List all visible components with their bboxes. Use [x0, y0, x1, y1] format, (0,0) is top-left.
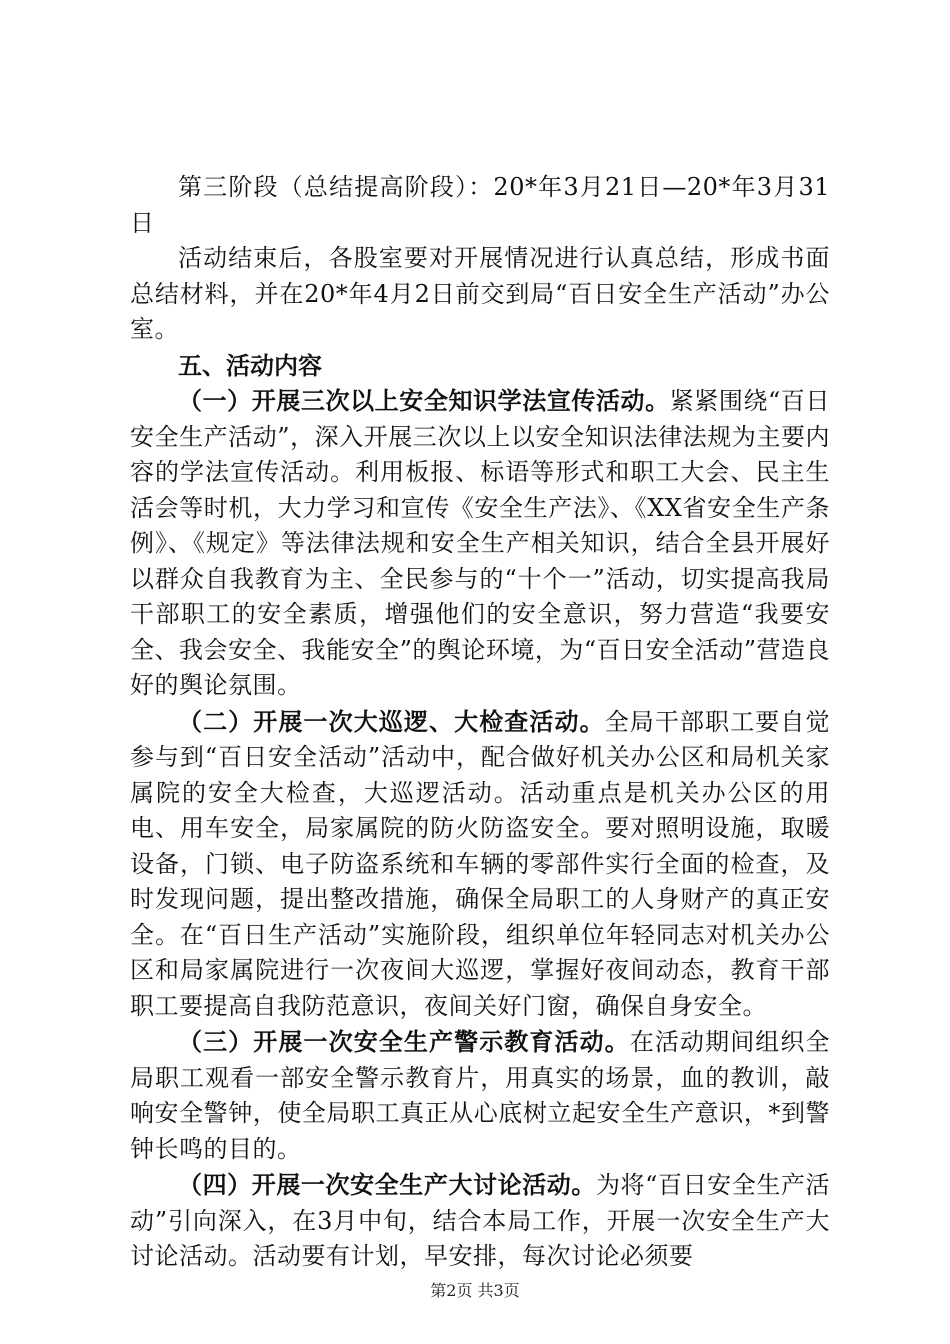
activity-item-title: （二）开展一次大巡逻、大检查活动。 [178, 706, 605, 736]
paragraph-text: 第三阶段（总结提高阶段）：20*年3月21日—20*年3月31日 [130, 173, 830, 237]
activity-item-text: 在活动期间组织全局职工观看一部安全警示教育片，用真实的场景，血的教训，敲响安全警钟，使全局职工真正从心底树立起安全生产意识，*到警钟长鸣的目的。 [130, 1028, 831, 1163]
activity-item-text: 紧紧围绕“百日安全生产活动”，深入开展三次以上以安全知识法律法规为主要内容的学法宣传活动。利用板报、标语等形式和职工大会、民主生活会等时机，大力学习和宣传《安全生产法》、《XX省安全生产条例》、《规定》等法律法规和安全生产相关知识，结合全县开展好以群众自我教育为主、全民参与的“十个一”活动，切实提高我局干部职工的安全素质，增强他们的安全意识，努力营造“我要安全、我会安全、我能安全”的舆论环境，为“百日安全活动”营造良好的舆论氛围。 [130, 387, 831, 699]
activity-item-3 [130, 1024, 830, 1167]
activity-item-title: （一）开展三次以上安全知识学法宣传活动。 [178, 386, 670, 415]
document-body [130, 170, 830, 1275]
page-number-label: 第2页 共3页 [430, 1281, 520, 1300]
activity-item-title: （三）开展一次安全生产警示教育活动。 [178, 1027, 630, 1056]
activity-item-4 [130, 1167, 830, 1275]
paragraph-summary [130, 241, 830, 348]
paragraph-text: 活动结束后，各股室要对开展情况进行认真总结，形成书面总结材料，并在20*年4月2日前交到局“百日安全生产活动”办公室。 [130, 244, 830, 343]
paragraph-stage-three [130, 170, 830, 241]
activity-item-1 [130, 383, 830, 704]
activity-item-title: （四）开展一次安全生产大讨论活动。 [178, 1170, 596, 1199]
page-footer [0, 1278, 950, 1301]
activity-item-text: 为将“百日安全生产活动”引向深入，在3月中旬，结合本局工作，开展一次安全生产大讨论活动。活动要有计划，早安排，每次讨论必须要 [130, 1171, 830, 1270]
section-heading: 五、活动内容 [178, 350, 322, 380]
activity-item-text: 全局干部职工要自觉参与到“百日安全活动”活动中，配合做好机关办公区和局机关家属院的安全大检查，大巡逻活动。活动重点是机关办公区的用电、用车安全，局家属院的防火防盗安全。要对照明设施，取暖设备，门锁、电子防盗系统和车辆的零部件实行全面的检查，及时发现问题，提出整改措施，确保全局职工的人身财产的真正安全。在“百日生产活动”实施阶段，组织单位年轻同志对机关办公区和局家属院进行一次夜间大巡逻，掌握好夜间动态，教育干部职工要提高自我防范意识，夜间关好门窗，确保自身安全。 [130, 707, 831, 1020]
activity-item-2 [130, 704, 830, 1025]
